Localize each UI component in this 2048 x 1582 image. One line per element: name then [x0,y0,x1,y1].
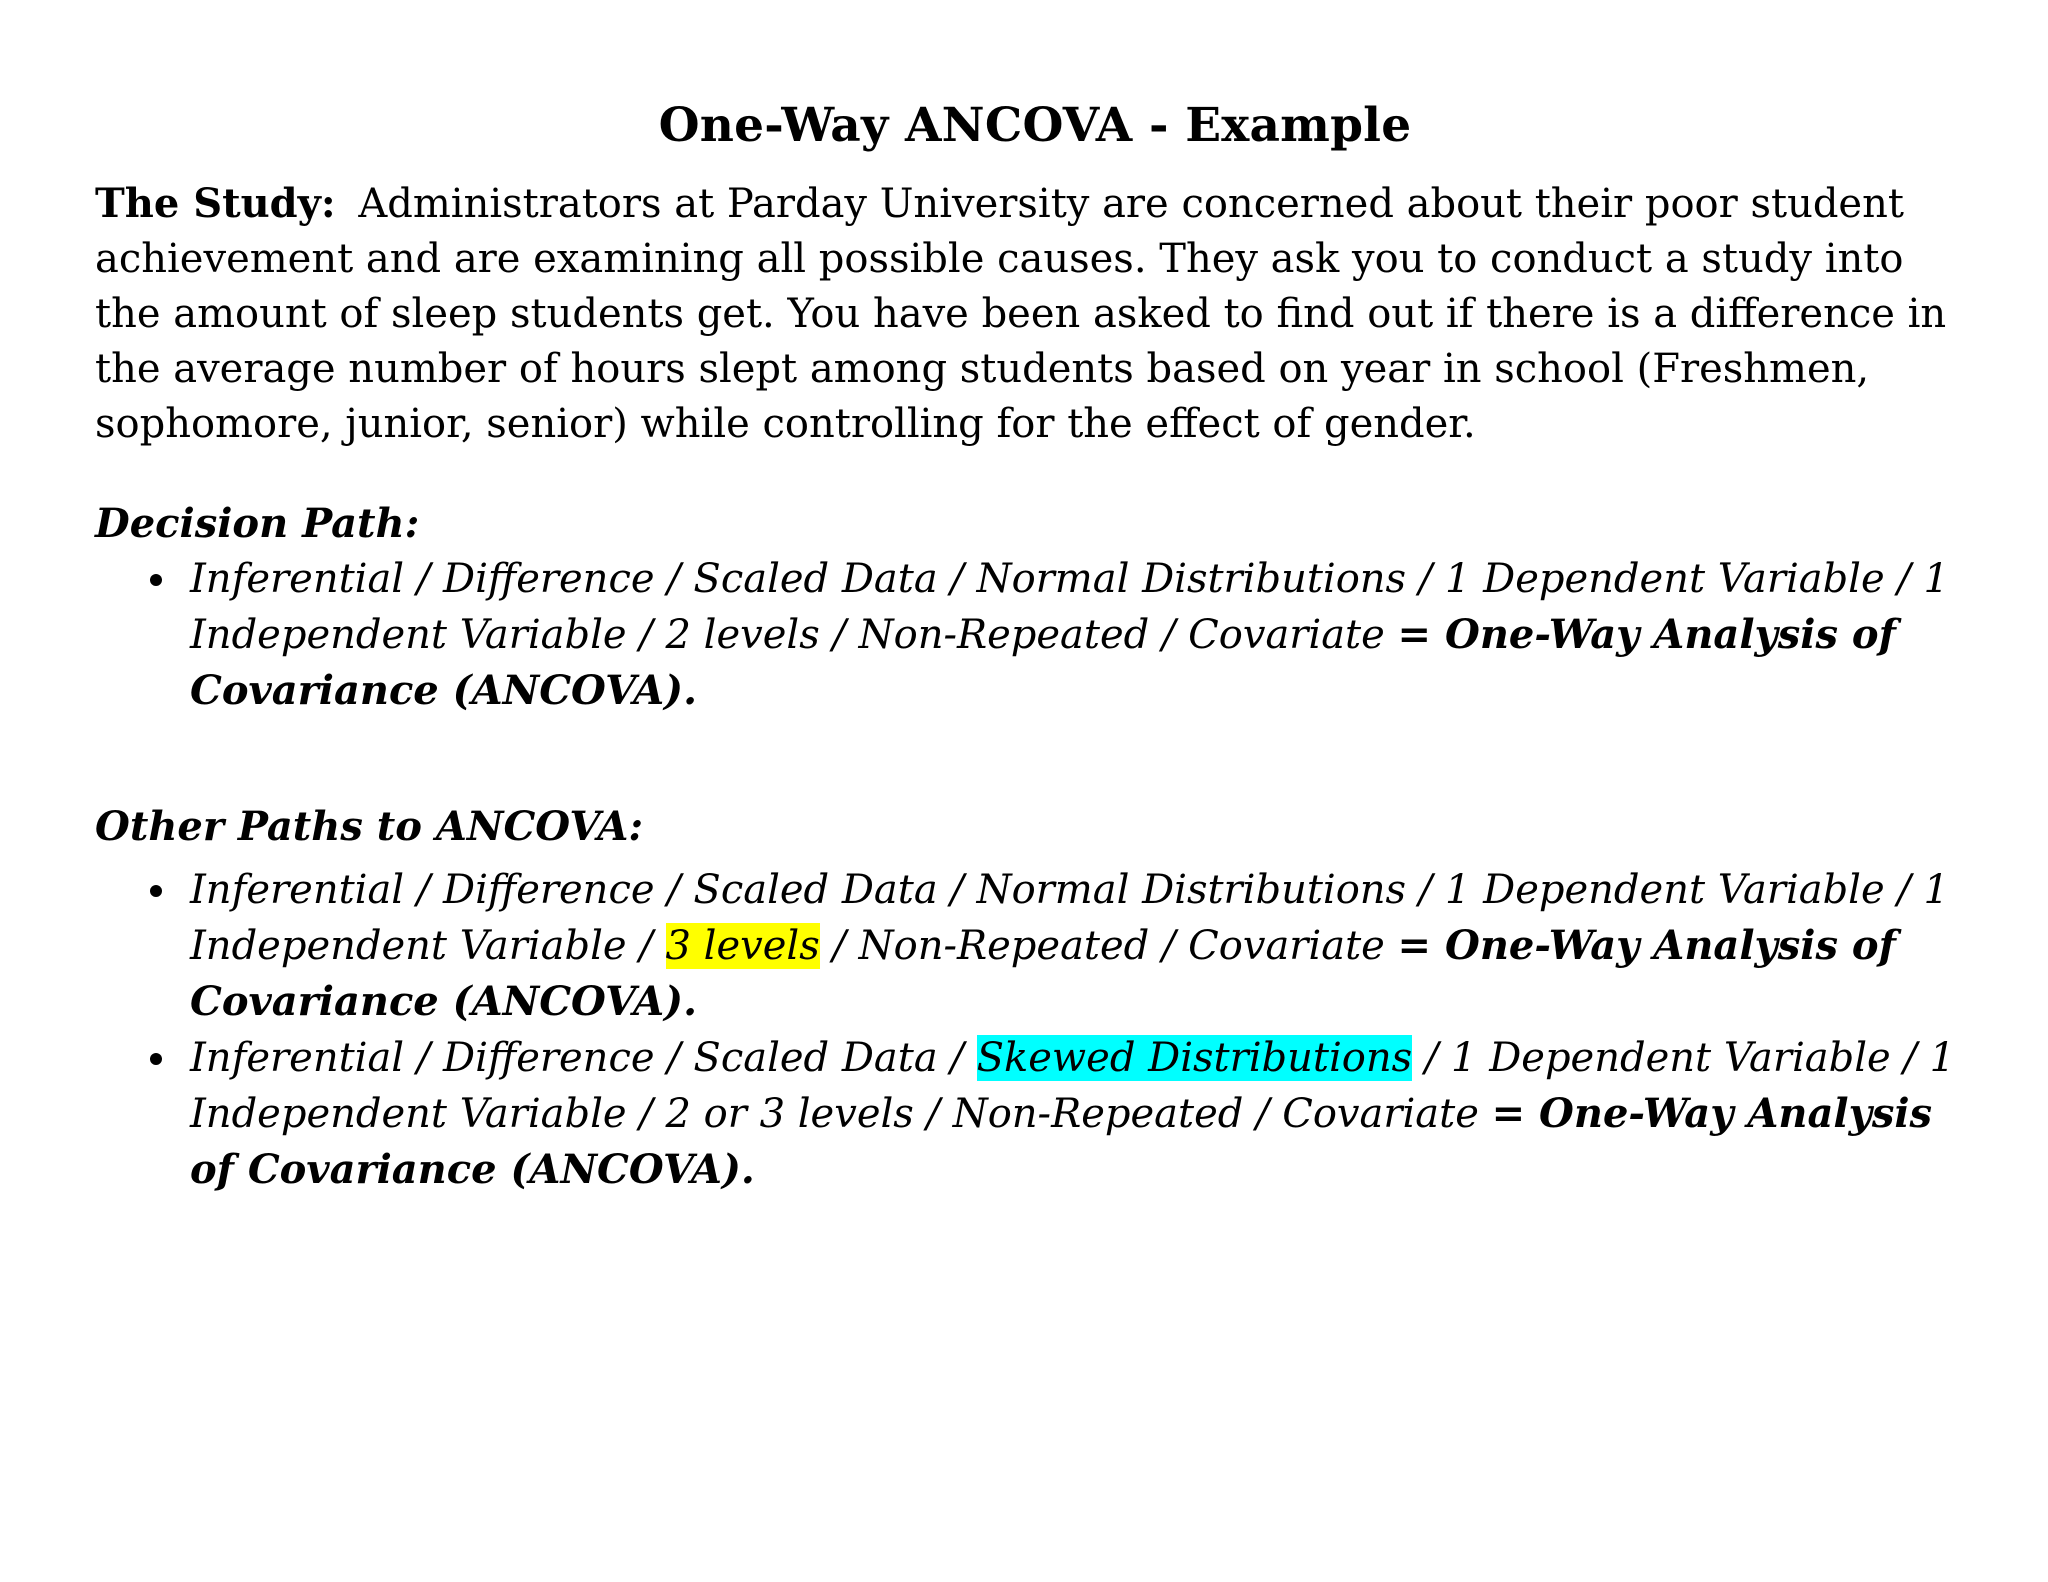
other-paths-list [95,862,1975,1198]
study-text: Administrators at Parday University are concerned about their poor student achievement and are examining all possible causes. They ask you to conduct a study into the amount of sleep students get. You have been asked to find out if there is a difference in the average number of hours slept among students based on year in school (Freshmen, sophomore, junior, senior) while controlling for the effect of gender. [95,181,1947,447]
bullet-icon [150,574,162,586]
highlighted-text: Skewed Distributions [976,1035,1413,1081]
document-body [95,98,1975,1198]
study-lead: The Study: [95,180,336,227]
path-text-before: Inferential / Difference / Scaled Data / Normal Distributions / 1 Dependent Variable / 1 Independent Variable / [190,867,1950,969]
path-text-before: Inferential / Difference / Scaled Data / [190,1035,977,1081]
path-text: Inferential / Difference / Scaled Data / Normal Distributions / 1 Dependent Variable / 1 Independent Variable / 2 levels / Non-Repeated / Covariate [190,556,1950,658]
path-text-after: / 1 Dependent Variable / 1 Independent Variable / 2 or 3 levels / Non-Repeated / Covariate [190,1035,1956,1137]
path-result: = One-Way Analysis of Covariance (ANCOVA). [190,922,1896,1025]
other-paths-heading: Other Paths to ANCOVA: [95,803,644,850]
decision-path-list [95,551,1975,719]
path-text-after: / Non-Repeated / Covariate [819,923,1385,969]
page-title: One-Way ANCOVA - Example [658,98,1412,153]
highlighted-text: 3 levels [665,923,820,969]
bullet-icon [150,885,162,897]
path-result: = One-Way Analysis of Covariance (ANCOVA). [190,611,1896,714]
list-item [95,551,1975,719]
decision-path-heading: Decision Path: [95,500,420,547]
bullet-icon [150,1053,162,1065]
list-item [95,862,1975,1030]
path-result: = One-Way Analysis of Covariance (ANCOVA). [190,1090,1933,1193]
list-item [95,1030,1975,1198]
study-paragraph [95,176,1975,452]
